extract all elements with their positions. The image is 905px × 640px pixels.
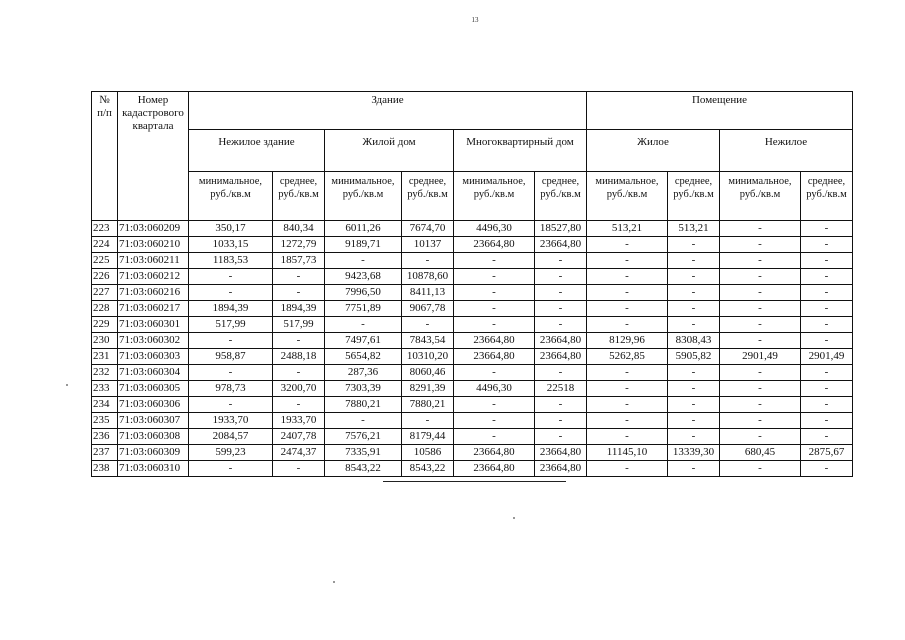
value-cell: - <box>402 413 454 429</box>
value-cell: 13339,30 <box>668 445 720 461</box>
value-cell: - <box>801 253 853 269</box>
value-cell: - <box>720 397 801 413</box>
value-cell: - <box>801 381 853 397</box>
value-cell: 1272,79 <box>273 237 325 253</box>
row-number: 226 <box>92 269 118 285</box>
value-cell: 10310,20 <box>402 349 454 365</box>
value-cell: - <box>801 461 853 477</box>
value-cell: - <box>668 397 720 413</box>
value-cell: 599,23 <box>189 445 273 461</box>
value-cell: - <box>668 317 720 333</box>
cadastral-number: 71:03:060301 <box>118 317 189 333</box>
value-cell: 2875,67 <box>801 445 853 461</box>
value-cell: 23664,80 <box>454 461 535 477</box>
value-cell: - <box>189 269 273 285</box>
value-cell: 4496,30 <box>454 381 535 397</box>
row-number: 237 <box>92 445 118 461</box>
value-cell: - <box>454 269 535 285</box>
value-cell: - <box>720 301 801 317</box>
value-cell: - <box>587 381 668 397</box>
cadastral-number: 71:03:060212 <box>118 269 189 285</box>
value-cell: - <box>720 461 801 477</box>
value-cell: 23664,80 <box>535 445 587 461</box>
page-number: 13 <box>471 16 479 24</box>
cadastral-number: 71:03:060302 <box>118 333 189 349</box>
value-cell: - <box>273 461 325 477</box>
row-number: 230 <box>92 333 118 349</box>
value-cell: 513,21 <box>668 221 720 237</box>
value-cell: 23664,80 <box>535 333 587 349</box>
header-residential-house: Жилой дом <box>325 130 454 172</box>
cadastral-value-table <box>91 91 853 477</box>
value-cell: 7303,39 <box>325 381 402 397</box>
value-cell: 5654,82 <box>325 349 402 365</box>
value-cell: 10586 <box>402 445 454 461</box>
value-cell: - <box>668 253 720 269</box>
value-cell: - <box>535 317 587 333</box>
value-cell: 287,36 <box>325 365 402 381</box>
value-cell: - <box>454 253 535 269</box>
value-cell: 1183,53 <box>189 253 273 269</box>
value-cell: - <box>668 365 720 381</box>
value-cell: 23664,80 <box>454 237 535 253</box>
table-row <box>92 429 853 445</box>
value-cell: 978,73 <box>189 381 273 397</box>
cadastral-number: 71:03:060211 <box>118 253 189 269</box>
value-cell: - <box>720 413 801 429</box>
value-cell: 8060,46 <box>402 365 454 381</box>
table-row <box>92 253 853 269</box>
row-number: 234 <box>92 397 118 413</box>
value-cell: - <box>454 301 535 317</box>
header-non-residential-building: Нежилое здание <box>189 130 325 172</box>
scan-speck <box>513 517 515 519</box>
value-cell: - <box>720 221 801 237</box>
value-cell: - <box>801 333 853 349</box>
value-cell: 9423,68 <box>325 269 402 285</box>
header-avg: среднее, руб./кв.м <box>273 172 325 221</box>
value-cell: - <box>668 301 720 317</box>
value-cell: 1933,70 <box>273 413 325 429</box>
value-cell: 10878,60 <box>402 269 454 285</box>
table-body <box>92 221 853 477</box>
header-min: минимальное, руб./кв.м <box>325 172 402 221</box>
value-cell: - <box>189 461 273 477</box>
value-cell: - <box>587 397 668 413</box>
value-cell: - <box>801 429 853 445</box>
value-cell: 9189,71 <box>325 237 402 253</box>
header-avg: среднее, руб./кв.м <box>402 172 454 221</box>
header-building: Здание <box>189 92 587 130</box>
cadastral-number: 71:03:060303 <box>118 349 189 365</box>
cadastral-number: 71:03:060310 <box>118 461 189 477</box>
table-row <box>92 237 853 253</box>
table-row <box>92 365 853 381</box>
value-cell: - <box>535 413 587 429</box>
row-number: 229 <box>92 317 118 333</box>
value-cell: - <box>587 237 668 253</box>
cadastral-number: 71:03:060304 <box>118 365 189 381</box>
header-cadastral: Номер кадастрового квартала <box>118 92 189 221</box>
row-number: 223 <box>92 221 118 237</box>
value-cell: 8411,13 <box>402 285 454 301</box>
cadastral-number: 71:03:060217 <box>118 301 189 317</box>
value-cell: - <box>801 221 853 237</box>
value-cell: 517,99 <box>189 317 273 333</box>
value-cell: 2474,37 <box>273 445 325 461</box>
header-min: минимальное, руб./кв.м <box>587 172 668 221</box>
value-cell: 2901,49 <box>720 349 801 365</box>
value-cell: - <box>720 253 801 269</box>
value-cell: - <box>801 269 853 285</box>
value-cell: 3200,70 <box>273 381 325 397</box>
value-cell: 2407,78 <box>273 429 325 445</box>
value-cell: - <box>535 429 587 445</box>
value-cell: - <box>454 429 535 445</box>
value-cell: - <box>454 413 535 429</box>
value-cell: - <box>801 413 853 429</box>
value-cell: - <box>535 397 587 413</box>
value-cell: - <box>587 317 668 333</box>
value-cell: - <box>189 333 273 349</box>
value-cell: 5262,85 <box>587 349 668 365</box>
value-cell: - <box>402 253 454 269</box>
value-cell: 2488,18 <box>273 349 325 365</box>
row-number: 236 <box>92 429 118 445</box>
value-cell: - <box>668 237 720 253</box>
value-cell: 7996,50 <box>325 285 402 301</box>
scan-speck <box>66 384 68 386</box>
header-min: минимальное, руб./кв.м <box>720 172 801 221</box>
value-cell: - <box>720 333 801 349</box>
value-cell: 1857,73 <box>273 253 325 269</box>
cadastral-number: 71:03:060210 <box>118 237 189 253</box>
value-cell: - <box>720 269 801 285</box>
value-cell: - <box>454 317 535 333</box>
value-cell: - <box>720 317 801 333</box>
value-cell: 10137 <box>402 237 454 253</box>
value-cell: - <box>189 397 273 413</box>
value-cell: 1033,15 <box>189 237 273 253</box>
table-row <box>92 397 853 413</box>
value-cell: - <box>720 365 801 381</box>
value-cell: 23664,80 <box>535 349 587 365</box>
value-cell: - <box>535 365 587 381</box>
value-cell: 23664,80 <box>535 237 587 253</box>
value-cell: - <box>801 301 853 317</box>
value-cell: - <box>801 397 853 413</box>
value-cell: - <box>273 269 325 285</box>
header-non-residential-premises: Нежилое <box>720 130 853 172</box>
table-row <box>92 301 853 317</box>
value-cell: 9067,78 <box>402 301 454 317</box>
table-row <box>92 349 853 365</box>
value-cell: 8543,22 <box>402 461 454 477</box>
cadastral-number: 71:03:060306 <box>118 397 189 413</box>
header-residential-premises: Жилое <box>587 130 720 172</box>
value-cell: - <box>668 413 720 429</box>
value-cell: - <box>720 237 801 253</box>
value-cell: 7843,54 <box>402 333 454 349</box>
value-cell: 23664,80 <box>454 349 535 365</box>
value-cell: - <box>535 253 587 269</box>
row-number: 232 <box>92 365 118 381</box>
value-cell: - <box>402 317 454 333</box>
value-cell: - <box>668 429 720 445</box>
value-cell: 7576,21 <box>325 429 402 445</box>
value-cell: - <box>801 285 853 301</box>
row-number: 228 <box>92 301 118 317</box>
table-row <box>92 221 853 237</box>
table-row <box>92 413 853 429</box>
value-cell: - <box>325 317 402 333</box>
value-cell: 2901,49 <box>801 349 853 365</box>
header-avg: среднее, руб./кв.м <box>535 172 587 221</box>
cadastral-number: 71:03:060209 <box>118 221 189 237</box>
value-cell: 7674,70 <box>402 221 454 237</box>
header-min: минимальное, руб./кв.м <box>454 172 535 221</box>
closing-rule <box>383 481 566 482</box>
value-cell: 680,45 <box>720 445 801 461</box>
table-row <box>92 285 853 301</box>
table-row <box>92 461 853 477</box>
scan-speck <box>333 581 335 583</box>
value-cell: 23664,80 <box>454 445 535 461</box>
value-cell: - <box>668 269 720 285</box>
value-cell: - <box>587 285 668 301</box>
value-cell: - <box>325 253 402 269</box>
header-avg: среднее, руб./кв.м <box>801 172 853 221</box>
value-cell: 7497,61 <box>325 333 402 349</box>
value-cell: 2084,57 <box>189 429 273 445</box>
row-number: 225 <box>92 253 118 269</box>
table-row <box>92 445 853 461</box>
row-number: 227 <box>92 285 118 301</box>
value-cell: 11145,10 <box>587 445 668 461</box>
row-number: 233 <box>92 381 118 397</box>
value-cell: - <box>587 301 668 317</box>
value-cell: - <box>273 397 325 413</box>
value-cell: - <box>668 285 720 301</box>
value-cell: - <box>454 285 535 301</box>
value-cell: 8179,44 <box>402 429 454 445</box>
value-cell: - <box>587 269 668 285</box>
value-cell: 22518 <box>535 381 587 397</box>
value-cell: 18527,80 <box>535 221 587 237</box>
value-cell: 8129,96 <box>587 333 668 349</box>
value-cell: - <box>801 365 853 381</box>
header-apartment-building: Многоквартирный дом <box>454 130 587 172</box>
value-cell: - <box>273 365 325 381</box>
value-cell: 7880,21 <box>402 397 454 413</box>
cadastral-number: 71:03:060305 <box>118 381 189 397</box>
value-cell: 958,87 <box>189 349 273 365</box>
value-cell: - <box>535 269 587 285</box>
value-cell: 517,99 <box>273 317 325 333</box>
value-cell: - <box>720 285 801 301</box>
value-cell: 840,34 <box>273 221 325 237</box>
value-cell: 7335,91 <box>325 445 402 461</box>
value-cell: - <box>720 429 801 445</box>
value-cell: - <box>535 285 587 301</box>
value-cell: 6011,26 <box>325 221 402 237</box>
value-cell: 8291,39 <box>402 381 454 397</box>
value-cell: 7880,21 <box>325 397 402 413</box>
cadastral-number: 71:03:060308 <box>118 429 189 445</box>
value-cell: - <box>668 461 720 477</box>
header-premises: Помещение <box>587 92 853 130</box>
value-cell: 1933,70 <box>189 413 273 429</box>
value-cell: - <box>535 301 587 317</box>
value-cell: - <box>189 365 273 381</box>
row-number: 238 <box>92 461 118 477</box>
table-row <box>92 269 853 285</box>
value-cell: - <box>587 461 668 477</box>
value-cell: 7751,89 <box>325 301 402 317</box>
value-cell: - <box>801 317 853 333</box>
value-cell: - <box>273 285 325 301</box>
value-cell: 8308,43 <box>668 333 720 349</box>
table-row <box>92 333 853 349</box>
value-cell: 23664,80 <box>535 461 587 477</box>
cadastral-number: 71:03:060307 <box>118 413 189 429</box>
value-cell: 8543,22 <box>325 461 402 477</box>
value-cell: - <box>720 381 801 397</box>
table-row <box>92 317 853 333</box>
row-number: 235 <box>92 413 118 429</box>
value-cell: - <box>668 381 720 397</box>
value-cell: 350,17 <box>189 221 273 237</box>
value-cell: 1894,39 <box>273 301 325 317</box>
row-number: 231 <box>92 349 118 365</box>
value-cell: - <box>454 365 535 381</box>
header-avg: среднее, руб./кв.м <box>668 172 720 221</box>
table-row <box>92 381 853 397</box>
value-cell: 513,21 <box>587 221 668 237</box>
value-cell: - <box>325 413 402 429</box>
value-cell: - <box>454 397 535 413</box>
value-cell: - <box>587 429 668 445</box>
cadastral-number: 71:03:060216 <box>118 285 189 301</box>
cadastral-number: 71:03:060309 <box>118 445 189 461</box>
value-cell: - <box>273 333 325 349</box>
value-cell: - <box>587 253 668 269</box>
value-cell: 4496,30 <box>454 221 535 237</box>
value-cell: - <box>587 365 668 381</box>
header-min: минимальное, руб./кв.м <box>189 172 273 221</box>
row-number: 224 <box>92 237 118 253</box>
value-cell: 23664,80 <box>454 333 535 349</box>
header-num: № п/п <box>92 92 118 221</box>
value-cell: 1894,39 <box>189 301 273 317</box>
value-cell: - <box>587 413 668 429</box>
value-cell: - <box>801 237 853 253</box>
value-cell: 5905,82 <box>668 349 720 365</box>
value-cell: - <box>189 285 273 301</box>
